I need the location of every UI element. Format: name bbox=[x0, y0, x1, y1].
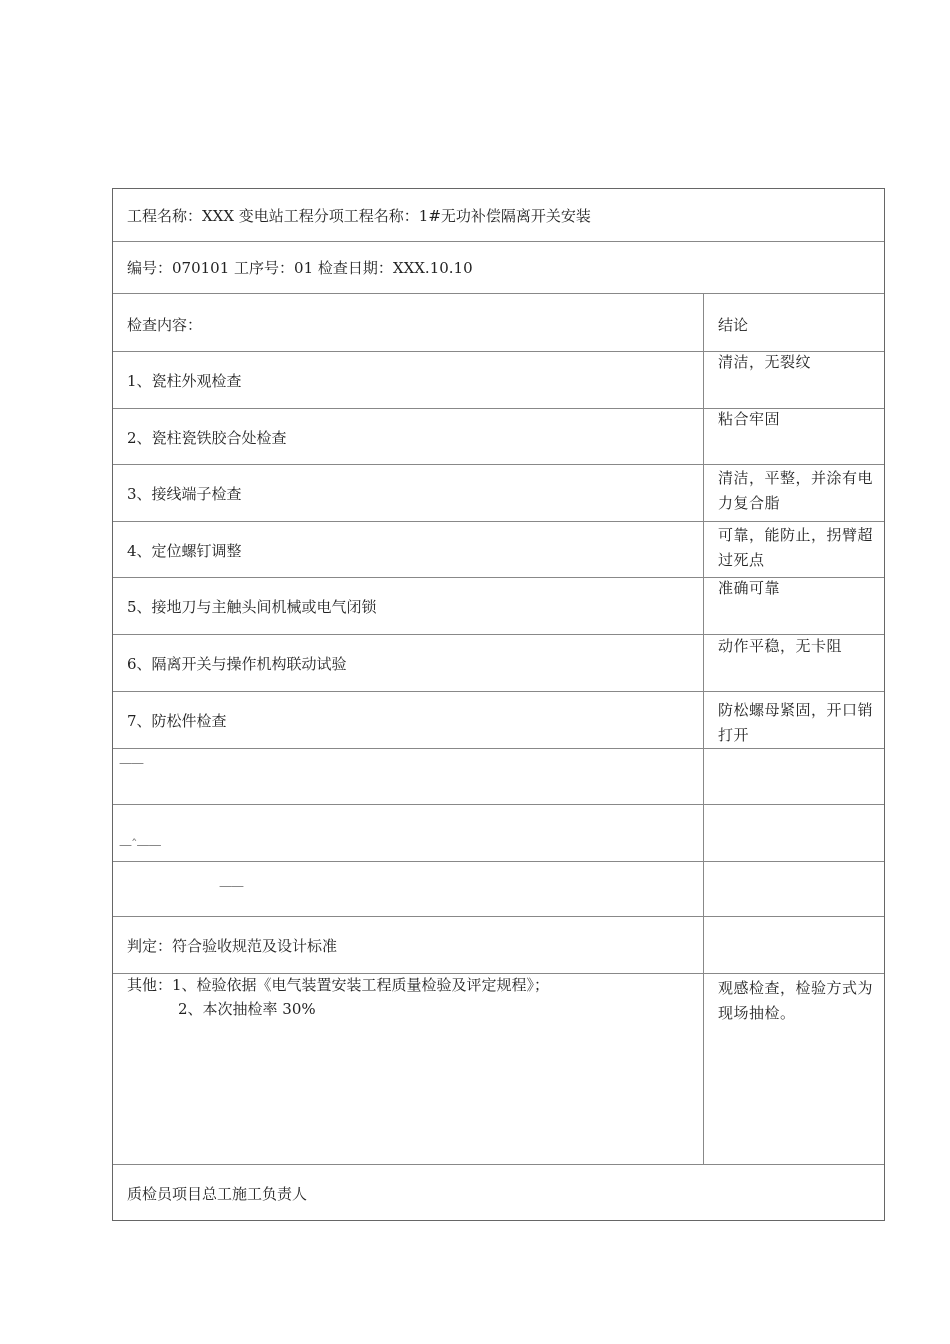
other-line-1: 其他：1、检验依据《电气装置安装工程质量检验及评定规程》； bbox=[127, 976, 550, 994]
item-content: 6、隔离开关与操作机构联动试验 bbox=[127, 655, 347, 673]
item-conclusion: 防松螺母紧固，开口销打开 bbox=[718, 701, 874, 744]
item-conclusion: 清洁，无裂纹 bbox=[718, 353, 812, 371]
item-content: 1、瓷柱外观检查 bbox=[127, 372, 242, 390]
item-conclusion: 准确可靠 bbox=[718, 579, 781, 597]
project-name-line: 工程名称：XXX 变电站工程分项工程名称：1#无功补偿隔离开关安装 bbox=[127, 207, 591, 225]
blank-mark: —— bbox=[119, 756, 143, 771]
item-conclusion: 清洁，平整，并涂有电力复合脂 bbox=[718, 469, 874, 512]
table-row bbox=[113, 692, 884, 749]
item-content: 3、接线端子检查 bbox=[127, 485, 242, 503]
conclusion-column-header: 结论 bbox=[718, 316, 749, 334]
table-row bbox=[113, 578, 884, 635]
blank-mark: —ˆ—— bbox=[119, 838, 161, 853]
number-row bbox=[113, 242, 884, 294]
inspection-form bbox=[112, 188, 885, 1221]
blank-mark: —— bbox=[219, 879, 243, 894]
item-conclusion: 可靠，能防止，拐臂超过死点 bbox=[718, 526, 874, 569]
blank-row bbox=[113, 805, 884, 862]
column-header-row bbox=[113, 294, 884, 352]
blank-row bbox=[113, 862, 884, 917]
signature-line: 质检员项目总工施工负责人 bbox=[127, 1185, 308, 1203]
table-row bbox=[113, 352, 884, 409]
item-content: 7、防松件检查 bbox=[127, 712, 227, 730]
other-conclusion: 观感检查，检验方式为现场抽检。 bbox=[718, 979, 874, 1022]
other-line-2: 2、本次抽检率 30% bbox=[178, 1000, 316, 1018]
item-content: 2、瓷柱瓷铁胶合处检查 bbox=[127, 429, 287, 447]
judgement-text: 判定：符合验收规范及设计标准 bbox=[127, 937, 338, 955]
project-row bbox=[113, 189, 884, 242]
item-conclusion: 粘合牢固 bbox=[718, 410, 781, 428]
item-content: 4、定位螺钉调整 bbox=[127, 542, 242, 560]
item-conclusion: 动作平稳，无卡阻 bbox=[718, 637, 843, 655]
table-row bbox=[113, 522, 884, 578]
number-date-line: 编号：070101 工序号：01 检查日期：XXX.10.10 bbox=[127, 259, 473, 277]
table-row bbox=[113, 465, 884, 522]
judgement-row bbox=[113, 917, 884, 974]
blank-row bbox=[113, 749, 884, 805]
item-content: 5、接地刀与主触头间机械或电气闭锁 bbox=[127, 598, 377, 616]
signature-row bbox=[113, 1165, 884, 1220]
table-row bbox=[113, 635, 884, 692]
other-row bbox=[113, 974, 884, 1165]
content-column-header: 检查内容： bbox=[127, 316, 203, 334]
table-row bbox=[113, 409, 884, 465]
